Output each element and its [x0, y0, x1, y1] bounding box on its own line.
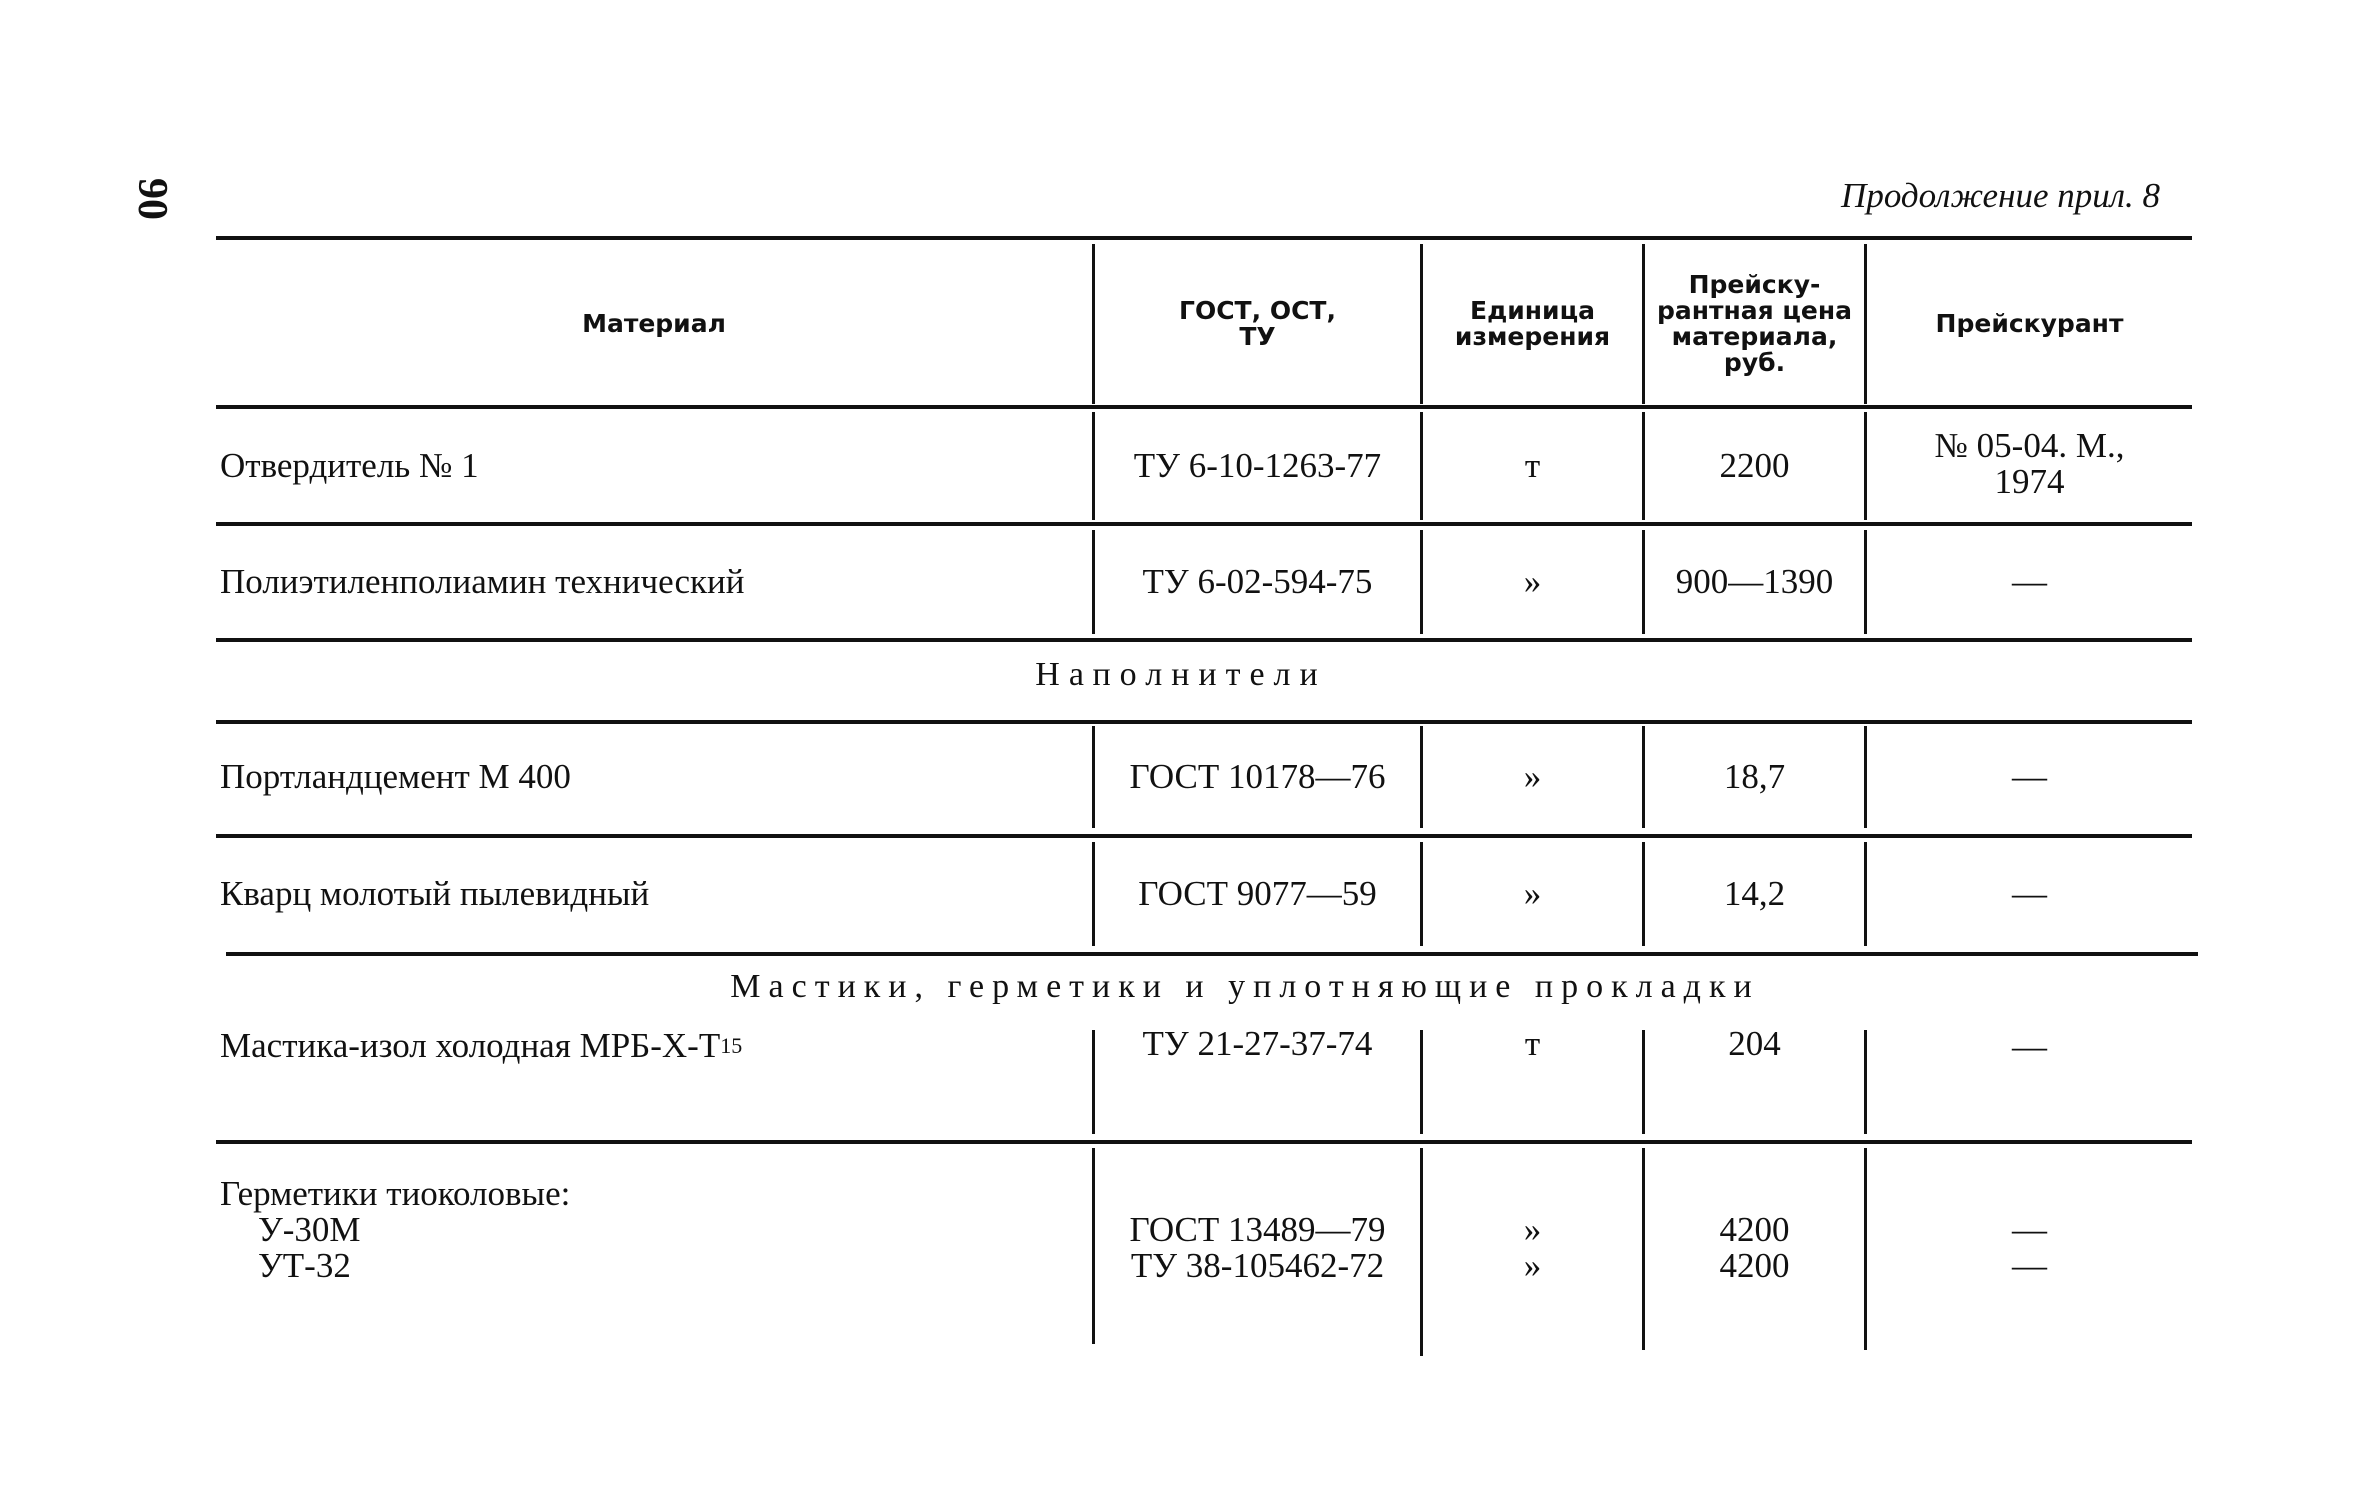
cell-unit: »	[1523, 757, 1542, 796]
sealant-unit: »	[1523, 1210, 1542, 1249]
sealant-name: УТ-32	[258, 1246, 351, 1285]
cell-standard: ГОСТ 10178—76	[1129, 757, 1386, 796]
cell-price-list: —	[2012, 757, 2047, 796]
sealants-price-list	[1867, 1212, 2192, 1292]
header-unit-line: измерения	[1454, 322, 1611, 351]
cell-unit: »	[1523, 874, 1542, 913]
header-price-line: рантная цена	[1656, 296, 1853, 325]
section-rule	[216, 720, 2192, 724]
table-top-rule	[216, 236, 2192, 240]
sealant-unit: »	[1523, 1246, 1542, 1285]
cell-price: 204	[1728, 1024, 1781, 1063]
row-rule	[216, 638, 2192, 642]
sealant-price: 4200	[1719, 1246, 1790, 1285]
cell-price-list: —	[2012, 1027, 2047, 1066]
sealants-unit	[1423, 1212, 1642, 1292]
section-heading-mastics: Мастики, герметики и уплотняющие прокладки	[730, 968, 1760, 1005]
material-subscript: 15	[720, 1033, 743, 1058]
section-heading-fillers: Наполнители	[1035, 656, 1327, 693]
cell-unit: т	[1524, 446, 1541, 485]
price-list-line: 1974	[1994, 462, 2065, 501]
header-standard-line: ГОСТ, ОСТ,	[1179, 296, 1336, 325]
section-rule	[226, 952, 2198, 956]
header-standard-line: ТУ	[1239, 322, 1276, 351]
header-bottom-rule	[216, 405, 2192, 409]
cell-standard: ТУ 21-27-37-74	[1142, 1024, 1373, 1063]
cell-price-list: —	[2012, 562, 2047, 601]
header-standard	[1095, 244, 1420, 404]
material-text: Мастика-изол холодная МРБ-Х-Т	[220, 1026, 721, 1065]
sealants-price	[1645, 1212, 1864, 1292]
cell-price: 14,2	[1723, 874, 1786, 913]
cell-material: Отвердитель № 1	[220, 446, 479, 485]
header-price-list: Прейскурант	[1935, 309, 2124, 338]
sealants-material	[220, 1176, 1080, 1296]
cell-standard: ГОСТ 9077—59	[1138, 874, 1377, 913]
header-material: Материал	[582, 309, 726, 338]
cell-price: 18,7	[1723, 757, 1786, 796]
sealant-price: 4200	[1719, 1210, 1790, 1249]
cell-material: Кварц молотый пылевидный	[220, 874, 650, 913]
row-rule	[216, 1140, 2192, 1144]
header-unit-line: Единица	[1470, 296, 1595, 325]
cell-price-list: —	[2012, 874, 2047, 913]
sealant-price-list: —	[2012, 1246, 2047, 1285]
cell-standard: ТУ 6-02-594-75	[1142, 562, 1373, 601]
cell-material	[220, 1024, 1080, 1068]
continuation-caption: Продолжение прил. 8	[1841, 176, 2160, 215]
cell-material: Портландцемент М 400	[220, 757, 571, 796]
cell-price-list	[1867, 428, 2192, 524]
header-unit	[1423, 244, 1642, 404]
cell-material: Полиэтиленполиамин технический	[220, 562, 745, 601]
header-price-line: руб.	[1723, 348, 1786, 377]
price-list-line: № 05-04. М.,	[1934, 426, 2125, 465]
sealant-standard: ГОСТ 13489—79	[1129, 1210, 1386, 1249]
sealant-standard: ТУ 38-105462-72	[1130, 1246, 1385, 1285]
cell-unit: »	[1523, 562, 1542, 601]
cell-price: 900—1390	[1675, 562, 1834, 601]
header-price	[1645, 244, 1864, 404]
sealant-price-list: —	[2012, 1210, 2047, 1249]
cell-price: 2200	[1719, 446, 1790, 485]
cell-standard: ТУ 6-10-1263-77	[1133, 446, 1382, 485]
header-price-line: материала,	[1671, 322, 1838, 351]
cell-unit: т	[1524, 1024, 1541, 1063]
sealant-name: У-30М	[258, 1210, 361, 1249]
row-rule	[216, 834, 2192, 838]
sealants-standard	[1095, 1212, 1420, 1292]
sealants-group-label: Герметики тиоколовые:	[220, 1174, 571, 1213]
page-number: 90	[129, 178, 175, 220]
header-price-line: Прейску-	[1688, 270, 1821, 299]
